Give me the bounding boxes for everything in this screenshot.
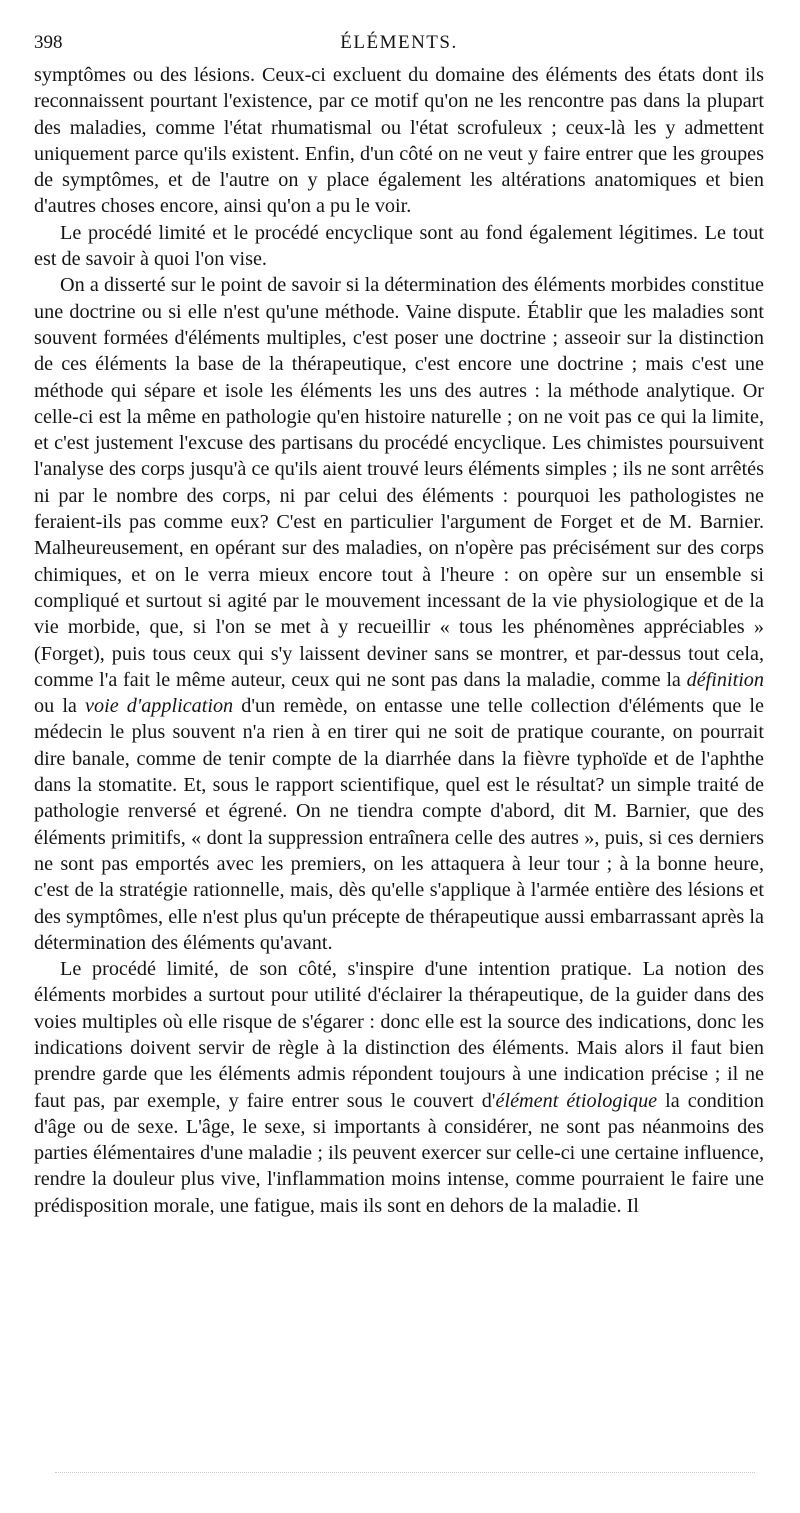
- document-page: [34, 32, 764, 1219]
- paragraph-3-part-a: On a disserté sur le point de savoir si la détermination des éléments morbides constitue une doctrine ou si elle n'est qu'une méthode. Vaine dispute. Établir que les maladies sont souvent formées d'éléments multiples, c'est poser une doctrine ; asseoir sur la distinction de ces éléments la base de la thérapeutique, c'est encore une doctrine ; mais c'est une méthode qui sépare et isole les éléments les uns des autres : la méthode analytique. Or celle-ci est la même en pathologie qu'en histoire naturelle ; on ne voit pas ce qui la limite, et c'est justement l'excuse des partisans du procédé encyclique. Les chimistes poursuivent l'analyse des corps jusqu'à ce qu'ils aient trouvé leurs éléments simples ; ils ne sont arrêtés ni par le nombre des corps, ni par celui des éléments : pourquoi les pathologistes ne feraient-ils pas comme eux? C'est en particulier l'argument de Forget et de M. Barnier. Malheureusement, en opérant sur des maladies, on n'opère pas précisément sur des corps chimiques, et on le verra mieux encore tout à l'heure : on opère sur un ensemble si compliqué et surtout si agité par le mouvement incessant de la vie physiologique et de la vie morbide, que, si l'on se met à y recueillir « tous les phénomènes appréciables » (Forget), puis tous ceux qui s'y laissent deviner sans se montrer, et par-dessus tout cela, comme l'a fait le même auteur, ceux qui ne sont pas dans la maladie, comme la: [34, 274, 764, 691]
- paragraph-4-part-a: Le procédé limité, de son côté, s'inspire d'une intention pratique. La notion des éléments morbides a surtout pour utilité d'éclairer la thérapeutique, de la guider dans des voies multiples où elle risque de s'égarer : donc elle est la source des indications, donc les indications doivent servir de règle à la distinction des éléments. Mais alors il faut bien prendre garde que les éléments admis répondent toujours à une indication précise ; il ne faut pas, par exemple, y faire entrer sous le couvert d': [34, 958, 764, 1112]
- page-header: [34, 32, 764, 62]
- emphasis-voie-d-application: voie d'application: [85, 695, 234, 718]
- running-title: ÉLÉMENTS.: [340, 32, 458, 53]
- body-text: [34, 62, 764, 1219]
- paragraph-1: symptômes ou des lésions. Ceux-ci excluent du domaine des éléments des états dont ils reconnaissent pourtant l'existence, par ce motif qu'on ne les rencontre pas dans la plupart des maladies, comme l'état rhumatismal ou l'état scrofuleux ; ceux-là les y admettent uniquement parce qu'ils existent. Enfin, d'un côté on ne veut y faire entrer que les groupes de symptômes, et de l'autre on y place également les altérations anatomiques et bien d'autres choses encore, ainsi qu'on a pu le voir.: [34, 64, 764, 218]
- paragraph-3-part-c: d'un remède, on entasse une telle collection d'éléments que le médecin le plus souvent n'a rien à en tirer qui ne soit de pratique courante, on pourrait dire banale, comme de tenir compte de la diarrhée dans la fièvre typhoïde et de l'aphthe dans la stomatite. Et, sous le rapport scientifique, quel est le résultat? un simple traité de pathologie renversé et égrené. On ne tiendra compte d'abord, dit M. Barnier, que des éléments primitifs, « dont la suppression entraînera celle des autres », puis, si ces derniers ne sont pas emportés avec les premiers, on les attaquera à leur tour ; à la bonne heure, c'est de la stratégie rationnelle, mais, dès qu'elle s'applique à l'armée entière des lésions et des symptômes, elle n'est plus qu'un précepte de thérapeutique aussi embarrassant après la détermination des éléments qu'avant.: [34, 695, 764, 954]
- paragraph-3-part-b: ou la: [34, 695, 86, 718]
- emphasis-element-etiologique: élément étiologique: [495, 1089, 658, 1112]
- paragraph-2: Le procédé limité et le procédé encyclique sont au fond également légitimes. Le tout est de savoir à quoi l'on vise.: [34, 221, 764, 271]
- emphasis-definition: définition: [686, 668, 764, 691]
- paragraph-3: [34, 272, 764, 956]
- page-number: 398: [34, 32, 63, 53]
- footer-dotted-rule: [55, 1472, 755, 1473]
- paragraph-4-part-b: la condition d'âge ou de sexe. L'âge, le sexe, si importants à considérer, ne sont pas néanmoins des parties élémentaires d'une maladie ; ils peuvent exercer sur celle-ci une certaine influence, rendre la douleur plus vive, l'inflammation moins intense, comme pourraient le faire une prédisposition morale, une fatigue, mais ils sont en dehors de la maladie. Il: [34, 1089, 764, 1217]
- paragraph-4: [34, 956, 764, 1219]
